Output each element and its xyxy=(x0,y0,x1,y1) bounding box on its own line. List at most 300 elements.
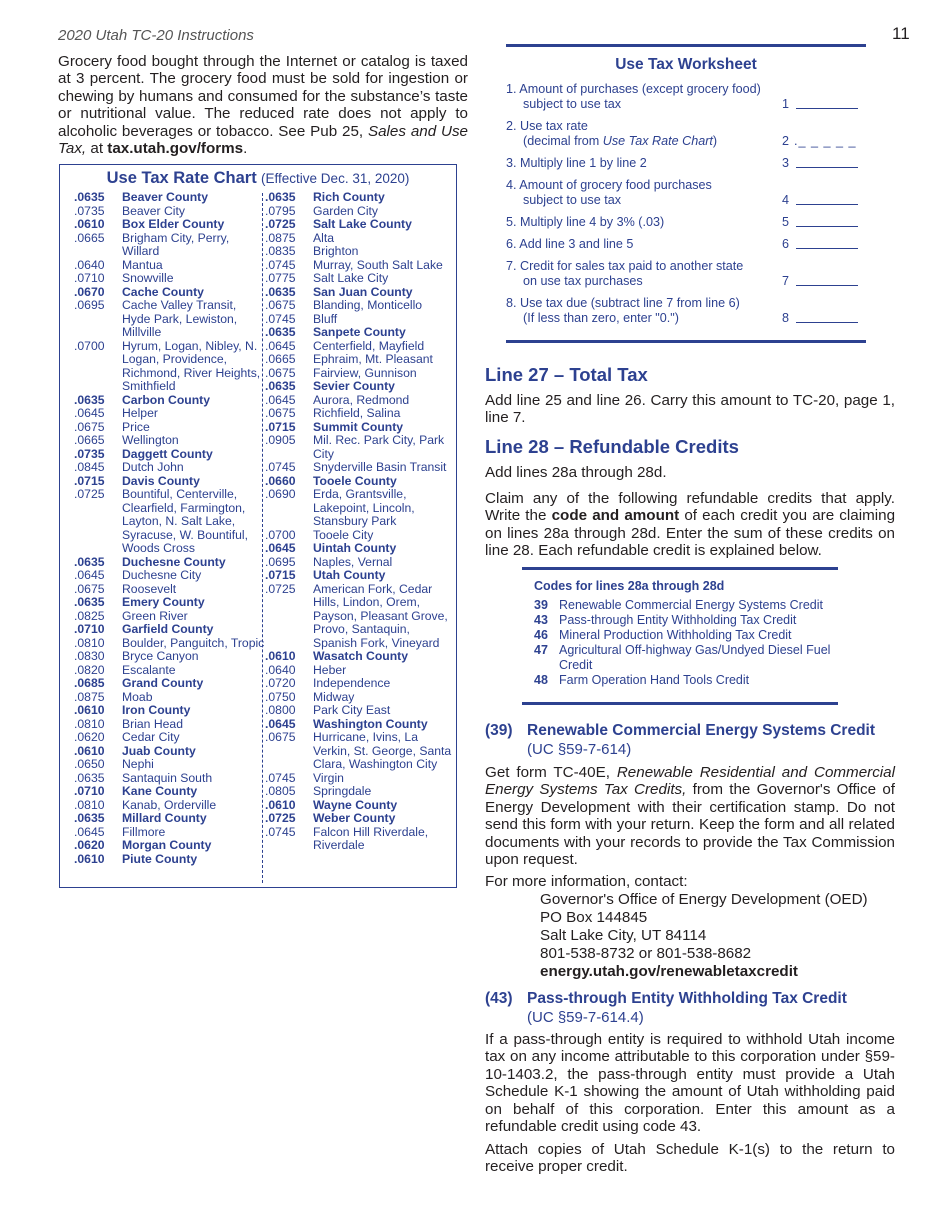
tax-rate: .0675 xyxy=(74,419,105,434)
tax-rate: .0635 xyxy=(74,811,105,825)
tax-rate: .0750 xyxy=(265,689,296,704)
jurisdiction-name: Moab xyxy=(122,689,153,704)
jurisdiction-name: Aurora, Redmond xyxy=(313,392,410,407)
jurisdiction-name: Green River xyxy=(122,608,188,623)
jurisdiction-name: Roosevelt xyxy=(122,581,177,596)
jurisdiction-name: Snyderville Basin Transit xyxy=(313,460,447,474)
worksheet-line-number: 8 xyxy=(782,311,790,325)
jurisdiction-name: Iron County xyxy=(122,703,191,717)
worksheet-line-4 xyxy=(506,178,866,208)
jurisdiction-name: Independence xyxy=(313,676,391,690)
city-rate-row xyxy=(265,299,457,313)
credit43-statute: (UC §59-7-614.4) xyxy=(527,1009,644,1026)
worksheet-line-number: 5 xyxy=(782,215,790,229)
county-rate-row xyxy=(265,326,457,340)
code-number: 43 xyxy=(534,613,548,627)
tax-rate: .0665 xyxy=(74,230,105,245)
city-rate-row xyxy=(74,610,266,624)
tax-rate: .0775 xyxy=(265,271,296,285)
tax-rate: .0610 xyxy=(74,217,105,231)
tax-rate-input-blank[interactable]: ._ _ _ _ _ xyxy=(794,134,857,148)
jurisdiction-name: Falcon Hill Riverdale, Riverdale xyxy=(313,824,429,852)
intro-link[interactable]: tax.utah.gov/forms xyxy=(107,140,244,158)
tax-rate: .0660 xyxy=(265,473,296,488)
city-rate-row xyxy=(265,340,457,354)
tax-rate: .0670 xyxy=(74,284,105,299)
tax-rate: .0610 xyxy=(265,797,296,812)
jurisdiction-name: Sanpete County xyxy=(313,325,406,339)
jurisdiction-name: Duchesne City xyxy=(122,568,202,582)
code-number: 48 xyxy=(534,673,548,687)
tax-rate: .0800 xyxy=(265,703,296,717)
tax-rate: .0725 xyxy=(265,217,296,231)
jurisdiction-name: Emery County xyxy=(122,595,205,609)
city-rate-row xyxy=(74,259,266,273)
city-rate-row xyxy=(74,583,266,597)
city-rate-row xyxy=(74,205,266,219)
tax-rate: .0620 xyxy=(74,730,105,744)
jurisdiction-name: Santaquin South xyxy=(122,770,213,785)
worksheet-line-8 xyxy=(506,296,866,326)
tax-rate: .0835 xyxy=(265,244,296,258)
tax-rate: .0675 xyxy=(265,365,296,380)
tax-rate: .0690 xyxy=(265,487,296,501)
city-rate-row xyxy=(265,394,457,408)
oed-contact-block xyxy=(540,891,868,981)
city-rate-row xyxy=(74,569,266,583)
tax-rate: .0665 xyxy=(74,433,105,447)
contact-line: PO Box 144845 xyxy=(540,909,648,926)
worksheet-entry-blank[interactable] xyxy=(796,322,858,323)
county-rate-row xyxy=(74,191,266,205)
worksheet-line-label: 5. Multiply line 4 by 3% (.03) xyxy=(506,215,665,229)
jurisdiction-name: Springdale xyxy=(313,784,372,798)
line28-heading: Line 28 – Refundable Credits xyxy=(485,436,739,457)
county-rate-row xyxy=(265,191,457,205)
worksheet-line-number: 4 xyxy=(782,193,790,207)
tax-rate: .0905 xyxy=(265,433,296,447)
code-name: Mineral Production Withholding Tax Credit xyxy=(559,628,792,642)
jurisdiction-name: Brighton xyxy=(313,244,359,258)
rate-chart-effective-date: (Effective Dec. 31, 2020) xyxy=(261,171,410,186)
jurisdiction-name: San Juan County xyxy=(313,284,413,299)
rate-chart-left-column xyxy=(74,191,266,866)
city-rate-row xyxy=(265,205,457,219)
city-rate-row xyxy=(265,407,457,421)
tax-rate: .0830 xyxy=(74,649,105,663)
worksheet-entry-blank[interactable] xyxy=(796,204,858,205)
credit39-number: (39) xyxy=(485,722,513,739)
jurisdiction-name: Virgin xyxy=(313,770,344,785)
worksheet-line-number: 2 xyxy=(782,134,790,148)
tax-rate: .0710 xyxy=(74,271,105,285)
jurisdiction-name: Wasatch County xyxy=(313,649,409,663)
worksheet-line-label: 8. Use tax due (subtract line 7 from line 6) xyxy=(506,296,740,310)
tax-rate: .0725 xyxy=(265,581,296,596)
jurisdiction-name: Salt Lake City xyxy=(313,271,389,285)
rate-chart-title-text: Use Tax Rate Chart xyxy=(106,169,257,187)
code-number: 46 xyxy=(534,628,548,642)
county-rate-row xyxy=(265,812,457,826)
county-rate-row xyxy=(265,475,457,489)
rate-chart-right-column xyxy=(265,191,457,853)
county-rate-row xyxy=(74,596,266,610)
city-rate-row xyxy=(74,758,266,772)
code-item xyxy=(534,598,838,613)
credit39-text xyxy=(485,764,895,868)
contact-line: Salt Lake City, UT 84114 xyxy=(540,927,707,944)
county-rate-row xyxy=(265,380,457,394)
worksheet-line-label: 3. Multiply line 1 by line 2 xyxy=(506,156,647,170)
tax-rate: .0635 xyxy=(74,392,105,407)
city-rate-row xyxy=(265,677,457,691)
tax-rate: .0635 xyxy=(265,284,296,299)
jurisdiction-name: Helper xyxy=(122,406,158,420)
city-rate-row xyxy=(265,461,457,475)
county-rate-row xyxy=(265,718,457,732)
worksheet-line-label: 1. Amount of purchases (except grocery food) xyxy=(506,82,761,96)
jurisdiction-name: Tooele City xyxy=(313,527,374,542)
tax-rate: .0725 xyxy=(74,487,105,501)
city-rate-row xyxy=(74,650,266,664)
city-rate-row xyxy=(74,691,266,705)
jurisdiction-name: Blanding, Monticello xyxy=(313,298,423,312)
jurisdiction-name: Mil. Rec. Park City, Park City xyxy=(313,433,445,461)
tax-rate: .0635 xyxy=(74,554,105,569)
jurisdiction-name: American Fork, Cedar Hills, Lindon, Orem, Payson, Pleasant Grove, Provo, Santaquin, Spanish Fork, Vineyard xyxy=(313,581,448,650)
city-rate-row xyxy=(74,799,266,813)
tax-rate: .0745 xyxy=(265,311,296,326)
jurisdiction-name: Brian Head xyxy=(122,716,183,731)
city-rate-row xyxy=(265,691,457,705)
worksheet-line-1 xyxy=(506,82,866,112)
worksheet-entry-blank[interactable] xyxy=(796,285,858,286)
jurisdiction-name: Hyrum, Logan, Nibley, N. Logan, Providence, Richmond, River Heights, Smithfield xyxy=(122,338,261,393)
worksheet-line-label: 4. Amount of grocery food purchases xyxy=(506,178,712,192)
credit43-number: (43) xyxy=(485,990,513,1007)
county-rate-row xyxy=(74,812,266,826)
city-rate-row xyxy=(74,434,266,448)
tax-rate: .0685 xyxy=(74,676,105,690)
credit43-text2: Attach copies of Utah Schedule K-1(s) to the return to receive proper credit. xyxy=(485,1141,895,1176)
tax-rate: .0635 xyxy=(74,190,105,204)
county-rate-row xyxy=(265,799,457,813)
worksheet-line-label-cont: (If less than zero, enter "0.") xyxy=(523,311,679,325)
jurisdiction-name: Price xyxy=(122,419,150,434)
city-rate-row xyxy=(74,299,266,340)
county-rate-row xyxy=(74,475,266,489)
worksheet-line-5 xyxy=(506,215,866,230)
code-name: Farm Operation Hand Tools Credit xyxy=(559,673,750,687)
jurisdiction-name: Heber xyxy=(313,662,347,677)
worksheet-line-label-cont xyxy=(506,134,776,149)
jurisdiction-name: Utah County xyxy=(313,568,386,582)
city-rate-row xyxy=(74,718,266,732)
jurisdiction-name: Cache County xyxy=(122,284,204,299)
jurisdiction-name: Fillmore xyxy=(122,824,166,839)
tax-rate: .0725 xyxy=(265,811,296,825)
tax-rate: .0645 xyxy=(265,392,296,407)
tax-rate: .0640 xyxy=(265,662,296,677)
city-rate-row xyxy=(265,731,457,772)
city-rate-row xyxy=(74,340,266,394)
city-rate-row xyxy=(74,461,266,475)
city-rate-row xyxy=(74,664,266,678)
jurisdiction-name: Kane County xyxy=(122,784,198,798)
tax-rate: .0675 xyxy=(265,406,296,420)
jurisdiction-name: Bryce Canyon xyxy=(122,649,199,663)
tax-rate: .0745 xyxy=(265,824,296,839)
worksheet-line-number: 3 xyxy=(782,156,790,170)
credit43-text1: If a pass-through entity is required to withhold Utah income tax on any income attributable to this corporation under §59-10-1403.2, the pass-through entity must provide a Utah Schedule K-1 showing the amount of Utah withholding paid on behalf of this corporation. Enter this amount as a refundable credit using code 43. xyxy=(485,1031,895,1136)
tax-rate: .0810 xyxy=(74,797,105,812)
refundable-codes-box xyxy=(522,567,838,705)
jurisdiction-name: Millard County xyxy=(122,811,207,825)
county-rate-row xyxy=(265,569,457,583)
contact-web-link[interactable]: energy.utah.gov/renewabletaxcredit xyxy=(540,963,798,980)
jurisdiction-name: Wellington xyxy=(122,433,179,447)
tax-rate: .0795 xyxy=(265,203,296,218)
tax-rate: .0645 xyxy=(265,716,296,731)
tax-rate: .0710 xyxy=(74,784,105,798)
page-number: 11 xyxy=(892,24,910,43)
credit43-title: Pass-through Entity Withholding Tax Credit xyxy=(527,990,847,1007)
worksheet-line-number: 1 xyxy=(782,97,790,111)
jurisdiction-name: Mantua xyxy=(122,257,163,272)
city-rate-row xyxy=(265,259,457,273)
line28-text2-post: of each credit you are claiming on lines 28a through 28d. Enter the sum of these credits on line 28. Each refundable credit is explained below. xyxy=(485,507,896,560)
city-rate-row xyxy=(265,785,457,799)
jurisdiction-name: Naples, Vernal xyxy=(313,554,393,569)
tax-rate: .0610 xyxy=(265,649,296,663)
jurisdiction-name: Kanab, Orderville xyxy=(122,797,217,812)
intro-at: at xyxy=(86,140,108,158)
tax-rate: .0810 xyxy=(74,716,105,731)
worksheet-line-3 xyxy=(506,156,866,171)
tax-rate: .0715 xyxy=(265,419,296,434)
jurisdiction-name: Erda, Grantsville, Lakepoint, Lincoln, Stansbury Park xyxy=(313,487,415,528)
jurisdiction-name: Hurricane, Ivins, La Verkin, St. George, Santa Clara, Washington City xyxy=(313,730,452,771)
city-rate-row xyxy=(74,637,266,651)
rate-chart-title xyxy=(60,169,456,188)
jurisdiction-name: Rich County xyxy=(313,190,385,204)
jurisdiction-name: Tooele County xyxy=(313,473,397,488)
county-rate-row xyxy=(74,853,266,867)
tax-rate: .0665 xyxy=(265,352,296,366)
tax-rate: .0745 xyxy=(265,460,296,474)
use-tax-rate-chart xyxy=(59,164,457,888)
city-rate-row xyxy=(74,488,266,556)
credit39-text-post: from the Governor's Office of Energy Development with their certification stamp. Do not send this form with your return. Keep the form and all related documents with your records to provide the Tax Commission upon request. xyxy=(485,781,895,869)
worksheet-entry-blank[interactable] xyxy=(796,108,858,109)
jurisdiction-name: Sevier County xyxy=(313,379,395,393)
label-pre: (decimal from xyxy=(523,134,603,148)
tax-rate: .0695 xyxy=(265,554,296,569)
tax-rate: .0645 xyxy=(265,541,296,555)
code-item xyxy=(534,643,838,673)
city-rate-row xyxy=(265,826,457,853)
credit39-contact-intro: For more information, contact: xyxy=(485,873,688,890)
county-rate-row xyxy=(74,286,266,300)
intro-pub-title: Sales and Use Tax, xyxy=(58,122,469,158)
tax-rate: .0610 xyxy=(74,743,105,758)
jurisdiction-name: Murray, South Salt Lake xyxy=(313,257,443,272)
worksheet-entry-blank[interactable] xyxy=(796,248,858,249)
city-rate-row xyxy=(265,232,457,246)
jurisdiction-name: Box Elder County xyxy=(122,217,225,231)
tax-rate: .0635 xyxy=(265,325,296,339)
city-rate-row xyxy=(265,664,457,678)
city-rate-row xyxy=(265,245,457,259)
tax-rate: .0610 xyxy=(74,703,105,717)
worksheet-line-label-cont: on use tax purchases xyxy=(523,274,643,288)
tax-rate: .0675 xyxy=(265,298,296,312)
tax-rate: .0845 xyxy=(74,460,105,474)
jurisdiction-name: Carbon County xyxy=(122,392,211,407)
city-rate-row xyxy=(74,232,266,259)
jurisdiction-name: Bluff xyxy=(313,311,338,326)
tax-rate: .0825 xyxy=(74,608,105,623)
worksheet-line-label-cont: subject to use tax xyxy=(523,97,622,111)
worksheet-line-label: 2. Use tax rate xyxy=(506,119,588,133)
county-rate-row xyxy=(265,542,457,556)
city-rate-row xyxy=(265,583,457,651)
tax-rate: .0805 xyxy=(265,784,296,798)
worksheet-line-label: 6. Add line 3 and line 5 xyxy=(506,237,634,251)
jurisdiction-name: Daggett County xyxy=(122,446,213,461)
jurisdiction-name: Wayne County xyxy=(313,797,398,812)
jurisdiction-name: Cedar City xyxy=(122,730,180,744)
tax-rate: .0645 xyxy=(265,338,296,353)
county-rate-row xyxy=(74,448,266,462)
city-rate-row xyxy=(265,488,457,529)
worksheet-line-number: 6 xyxy=(782,237,790,251)
tax-rate: .0635 xyxy=(265,379,296,393)
jurisdiction-name: Brigham City, Perry, Willard xyxy=(122,230,230,258)
worksheet-line-label-cont: subject to use tax xyxy=(523,193,622,207)
intro-text: Grocery food bought through the Internet or catalog is taxed at 3 percent. The grocery food must be sold for ingestion or chewing by humans and consumed for the substance’s taste or nutritional value. The reduced rate does not apply to alcoholic beverages or tobacco. See Pub 25, xyxy=(58,53,468,140)
city-rate-row xyxy=(265,353,457,367)
jurisdiction-name: Garfield County xyxy=(122,622,214,636)
grocery-food-paragraph xyxy=(58,53,468,157)
tax-rate: .0700 xyxy=(265,527,296,542)
city-rate-row xyxy=(74,272,266,286)
jurisdiction-name: Uintah County xyxy=(313,541,397,555)
tax-rate: .0745 xyxy=(265,770,296,785)
tax-rate: .0635 xyxy=(74,770,105,785)
county-rate-row xyxy=(74,677,266,691)
jurisdiction-name: Washington County xyxy=(313,716,428,731)
code-name: Pass-through Entity Withholding Tax Credit xyxy=(559,613,797,627)
county-rate-row xyxy=(265,286,457,300)
county-rate-row xyxy=(74,394,266,408)
credit39-title: Renewable Commercial Energy Systems Credit xyxy=(527,722,876,739)
label-italic: Use Tax Rate Chart xyxy=(602,134,713,148)
code-number: 39 xyxy=(534,598,548,612)
jurisdiction-name: Park City East xyxy=(313,703,391,717)
jurisdiction-name: Escalante xyxy=(122,662,176,677)
tax-rate: .0645 xyxy=(74,824,105,839)
jurisdiction-name: Snowville xyxy=(122,271,174,285)
city-rate-row xyxy=(74,731,266,745)
tax-rate: .0635 xyxy=(74,595,105,609)
jurisdiction-name: Piute County xyxy=(122,851,198,866)
worksheet-line-6 xyxy=(506,237,866,252)
code-item xyxy=(534,613,838,628)
use-tax-worksheet xyxy=(506,44,866,343)
worksheet-entry-blank[interactable] xyxy=(796,226,858,227)
jurisdiction-name: Garden City xyxy=(313,203,379,218)
tax-rate: .0735 xyxy=(74,203,105,218)
tax-rate: .0875 xyxy=(265,230,296,245)
jurisdiction-name: Summit County xyxy=(313,419,404,434)
jurisdiction-name: Davis County xyxy=(122,473,200,488)
code-name: Agricultural Off-highway Gas/Undyed Diesel Fuel Credit xyxy=(559,643,831,672)
worksheet-line-label: 7. Credit for sales tax paid to another state xyxy=(506,259,744,273)
jurisdiction-name: Boulder, Panguitch, Tropic xyxy=(122,635,265,650)
tax-rate: .0695 xyxy=(74,298,105,312)
page-header-title: 2020 Utah TC-20 Instructions xyxy=(58,27,254,44)
tax-rate: .0820 xyxy=(74,662,105,677)
county-rate-row xyxy=(74,745,266,759)
city-rate-row xyxy=(265,529,457,543)
jurisdiction-name: Alta xyxy=(313,230,335,245)
code-item xyxy=(534,628,838,643)
worksheet-entry-blank[interactable] xyxy=(796,167,858,168)
tax-rate: .0875 xyxy=(74,689,105,704)
tax-rate: .0745 xyxy=(265,257,296,272)
city-rate-row xyxy=(74,421,266,435)
tax-rate: .0700 xyxy=(74,338,105,353)
worksheet-line-number: 7 xyxy=(782,274,790,288)
tax-rate: .0715 xyxy=(74,473,105,488)
county-rate-row xyxy=(74,785,266,799)
worksheet-title: Use Tax Worksheet xyxy=(615,56,757,73)
city-rate-row xyxy=(74,407,266,421)
credit39-form-title: Renewable Residential and Commercial Energy Systems Tax Credits, xyxy=(485,764,895,799)
city-rate-row xyxy=(265,313,457,327)
credit39-text-pre: Get form TC-40E, xyxy=(485,764,617,781)
tax-rate: .0610 xyxy=(74,851,105,866)
city-rate-row xyxy=(265,272,457,286)
jurisdiction-name: Centerfield, Mayfield xyxy=(313,338,425,353)
codes-list xyxy=(522,598,838,688)
tax-rate: .0810 xyxy=(74,635,105,650)
tax-rate: .0675 xyxy=(265,730,296,744)
tax-rate: .0650 xyxy=(74,757,105,771)
contact-line: Governor's Office of Energy Development (OED) xyxy=(540,891,868,908)
line28-text2-pre: Claim any of the following refundable credits that apply. Write the xyxy=(485,490,895,525)
county-rate-row xyxy=(74,839,266,853)
jurisdiction-name: Fairview, Gunnison xyxy=(313,365,417,380)
rate-chart-divider xyxy=(262,193,263,883)
worksheet-line-2 xyxy=(506,119,866,149)
code-name: Renewable Commercial Energy Systems Credit xyxy=(559,598,823,612)
tax-rate: .0635 xyxy=(265,190,296,204)
worksheet-line-7 xyxy=(506,259,866,289)
code-item xyxy=(534,673,838,688)
tax-rate: .0710 xyxy=(74,622,105,636)
jurisdiction-name: Nephi xyxy=(122,757,154,771)
tax-rate: .0645 xyxy=(74,568,105,582)
jurisdiction-name: Morgan County xyxy=(122,838,212,852)
county-rate-row xyxy=(74,623,266,637)
county-rate-row xyxy=(265,421,457,435)
jurisdiction-name: Bountiful, Centerville, Clearfield, Farmington, Layton, N. Salt Lake, Syracuse, W. Bountiful, Woods Cross xyxy=(122,487,248,555)
county-rate-row xyxy=(265,218,457,232)
intro-end: . xyxy=(243,140,248,158)
city-rate-row xyxy=(265,367,457,381)
